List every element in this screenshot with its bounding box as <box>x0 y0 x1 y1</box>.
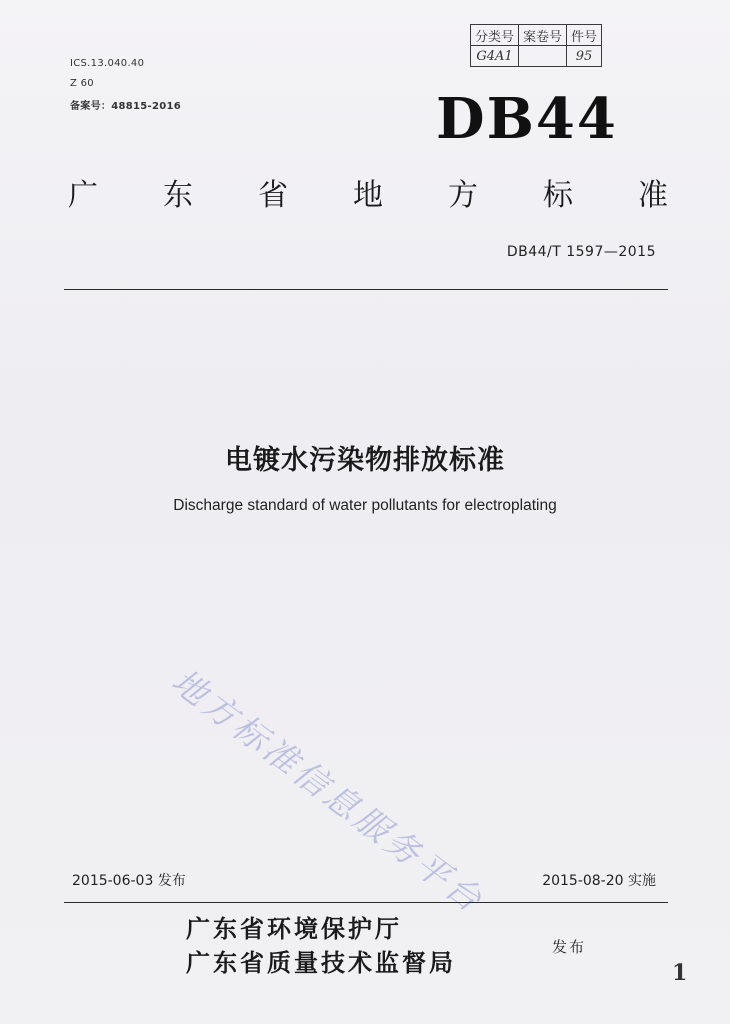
issued-label: 发布 <box>552 938 587 956</box>
issuer-quality-bureau: 广东省质量技术监督局 <box>186 948 456 977</box>
stamp-header-category: 分类号 <box>471 25 519 46</box>
standard-code-logo: DB44 <box>436 86 618 152</box>
category-char: 地 <box>353 178 383 213</box>
category-char: 标 <box>543 178 573 213</box>
issuing-authorities <box>186 912 456 980</box>
issue-date: 2015-06-03 发布 <box>72 873 186 889</box>
ccs-code: Z 60 <box>70 78 94 89</box>
stamp-value-file <box>519 46 567 67</box>
document-title-en: Discharge standard of water pollutants for electroplating <box>173 497 557 514</box>
stamp-header-row <box>471 25 602 46</box>
category-char: 准 <box>638 178 668 213</box>
watermark-text: 地方标准信息服务平台 <box>163 661 492 922</box>
document-title-cn: 电镀水污染物排放标准 <box>225 445 505 476</box>
stamp-value-row <box>471 46 602 67</box>
archive-stamp-table <box>470 24 602 67</box>
bottom-divider <box>64 902 668 903</box>
stamp-value-item: 95 <box>567 46 602 67</box>
category-char: 东 <box>163 178 193 213</box>
top-divider <box>64 289 668 290</box>
stamp-header-file: 案卷号 <box>519 25 567 46</box>
standard-number: DB44/T 1597—2015 <box>506 244 656 260</box>
category-char: 方 <box>448 178 478 213</box>
record-number: 备案号：48815-2016 <box>70 101 181 112</box>
stamp-value-category: G4A1 <box>471 46 519 67</box>
standard-category-title <box>68 170 668 214</box>
stamp-header-item: 件号 <box>567 25 602 46</box>
category-char: 广 <box>68 178 98 213</box>
effective-date: 2015-08-20 实施 <box>542 873 656 889</box>
page-number: 1 <box>672 960 688 986</box>
issuer-environment-dept: 广东省环境保护厅 <box>186 914 402 943</box>
ics-code: ICS.13.040.40 <box>70 58 145 69</box>
category-char: 省 <box>258 178 288 213</box>
